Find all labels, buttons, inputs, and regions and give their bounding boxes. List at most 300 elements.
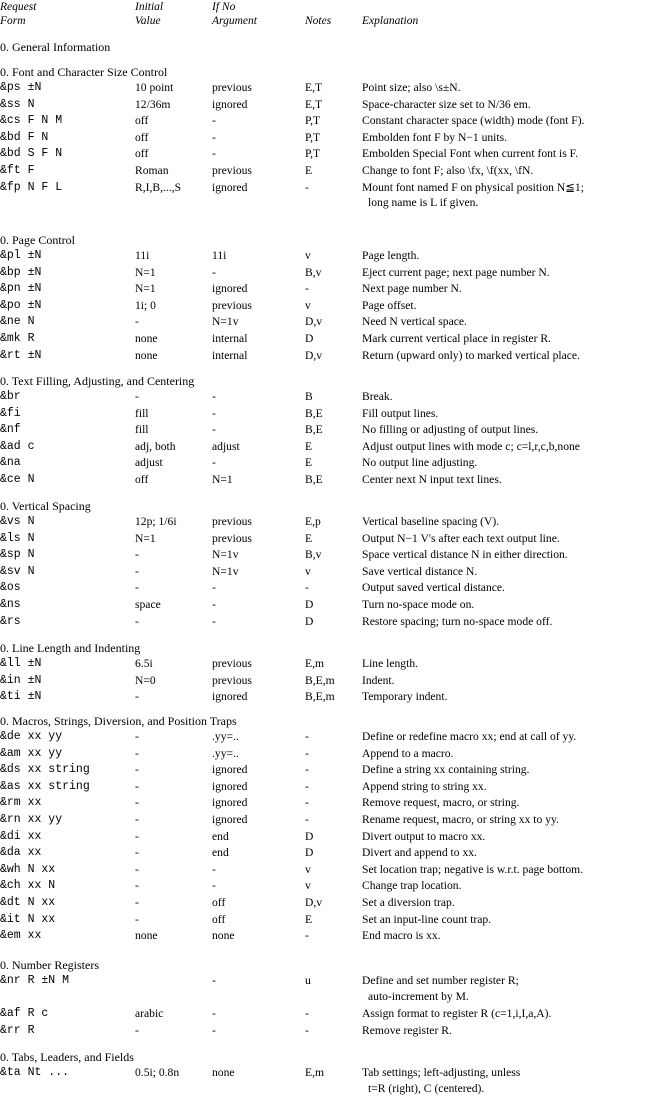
table-row <box>0 673 658 689</box>
initial-value-cell: N=0 <box>135 673 156 687</box>
explanation-cell: Turn no-space mode on. <box>362 598 475 611</box>
notes-cell: u <box>305 974 311 987</box>
if-no-argument-cell: none <box>212 929 235 943</box>
initial-value-cell: none <box>135 348 158 362</box>
table-row <box>0 564 658 580</box>
request-form-cell: &bd S F N <box>0 147 63 161</box>
notes-cell: B,E,m <box>305 673 335 687</box>
request-form-cell: &mk R <box>0 332 35 345</box>
notes-cell: v <box>305 862 311 876</box>
initial-value-cell: - <box>135 581 139 595</box>
notes-cell: v <box>305 564 311 578</box>
initial-value-cell: - <box>135 614 139 628</box>
if-no-argument-cell: - <box>212 614 216 628</box>
section-title: 0. Tabs, Leaders, and Fields <box>0 1050 134 1064</box>
request-form-cell: &ll ±N <box>0 657 42 670</box>
request-form-cell: &in ±N <box>0 673 42 687</box>
notes-cell: D <box>305 598 314 611</box>
if-no-argument-cell: - <box>212 130 216 144</box>
if-no-argument-cell: previous <box>212 657 252 670</box>
table-row <box>0 113 658 129</box>
notes-cell: D <box>305 846 314 860</box>
initial-value-cell: none <box>135 929 158 943</box>
explanation-cell: Define a string xx containing string. <box>362 763 530 777</box>
if-no-argument-cell: N=1v <box>212 564 239 578</box>
initial-value-cell: - <box>135 746 139 760</box>
notes-cell: E,T <box>305 81 323 94</box>
notes-cell: - <box>305 581 309 595</box>
if-no-argument-cell: previous <box>212 298 252 312</box>
section-title: 0. General Information <box>0 40 111 54</box>
explanation-cell: Return (upward only) to marked vertical place. <box>362 348 580 362</box>
if-no-argument-cell: ignored <box>212 282 248 296</box>
table-row <box>0 298 658 314</box>
notes-cell: D <box>305 332 314 345</box>
table-row <box>0 1023 658 1039</box>
table-row <box>0 389 658 405</box>
initial-value-cell: arabic <box>135 1007 164 1021</box>
explanation-cell: Page offset. <box>362 298 417 312</box>
request-form-cell: &di xx <box>0 829 42 843</box>
if-no-argument-cell: - <box>212 581 216 595</box>
if-no-argument-cell: 11i <box>212 249 227 262</box>
table-row <box>0 580 658 596</box>
table-row <box>0 656 658 672</box>
initial-value-cell: - <box>135 390 139 403</box>
table-row <box>0 878 658 894</box>
explanation-cell: Define or redefine macro xx; end at call of yy. <box>362 730 577 743</box>
explanation-cell: Need N vertical space. <box>362 315 467 329</box>
section-title: 0. Line Length and Indenting <box>0 641 141 655</box>
if-no-argument-cell: - <box>212 114 216 128</box>
if-no-argument-cell: - <box>212 879 216 893</box>
table-row <box>0 812 658 828</box>
request-form-cell: &sv N <box>0 564 35 578</box>
explanation-cell: Break. <box>362 390 393 403</box>
explanation-cell: No filling or adjusting of output lines. <box>362 423 539 437</box>
explanation-cell: Set an input-line count trap. <box>362 912 492 926</box>
explanation-cell: Center next N input text lines. <box>362 473 502 486</box>
request-form-cell: &ad c <box>0 439 35 453</box>
table-row <box>0 80 658 96</box>
if-no-argument-cell: internal <box>212 332 248 345</box>
initial-value-cell: adjust <box>135 456 163 470</box>
if-no-argument-cell: previous <box>212 515 252 528</box>
if-no-argument-cell: previous <box>212 81 252 94</box>
notes-cell: B,v <box>305 265 322 279</box>
request-form-cell: &ps ±N <box>0 81 42 94</box>
explanation-cell: Divert output to macro xx. <box>362 829 486 843</box>
explanation-cell: Embolden Special Font when current font is F. <box>362 147 579 161</box>
table-row <box>0 455 658 471</box>
initial-value-cell: - <box>135 564 139 578</box>
table-row <box>0 531 658 547</box>
initial-value-cell: - <box>135 896 139 909</box>
section-title: 0. Text Filling, Adjusting, and Centering <box>0 374 195 388</box>
explanation-cell: Output N−1 V's after each text output line. <box>362 531 560 545</box>
request-form-cell: &vs N <box>0 515 35 528</box>
table-row <box>0 614 658 630</box>
request-form-cell: &wh N xx <box>0 862 56 876</box>
initial-value-cell: off <box>135 473 149 486</box>
table-row <box>0 130 658 146</box>
initial-value-cell: off <box>135 130 149 144</box>
if-no-argument-cell: - <box>212 598 216 611</box>
table-row <box>0 1065 658 1081</box>
table-row <box>0 248 658 264</box>
if-no-argument-cell: - <box>212 974 216 987</box>
initial-value-cell: adj, both <box>135 439 176 453</box>
request-form-cell: &as xx string <box>0 779 90 793</box>
header-line <box>362 0 418 14</box>
if-no-argument-cell: - <box>212 862 216 876</box>
if-no-argument-cell: ignored <box>212 763 248 777</box>
request-form-cell: &ta Nt ... <box>0 1066 70 1079</box>
table-row <box>0 281 658 297</box>
notes-cell: - <box>305 1007 309 1021</box>
notes-cell: E,m <box>305 1066 324 1079</box>
initial-value-cell: 1i; 0 <box>135 298 156 312</box>
if-no-argument-cell: .yy=.. <box>212 730 239 743</box>
explanation-cell: Line length. <box>362 657 419 670</box>
notes-cell: B,E <box>305 406 323 420</box>
request-form-cell: &pl ±N <box>0 249 42 262</box>
if-no-argument-cell: .yy=.. <box>212 746 239 760</box>
notes-cell: P,T <box>305 130 321 144</box>
explanation-cell: Append to a macro. <box>362 746 454 760</box>
initial-value-cell: - <box>135 779 139 793</box>
notes-cell: B <box>305 390 313 403</box>
initial-value-cell: N=1 <box>135 282 156 296</box>
explanation-cell: Restore spacing; turn no-space mode off. <box>362 614 553 628</box>
request-form-cell: &dt N xx <box>0 896 56 909</box>
explanation-cell: Change trap location. <box>362 879 462 893</box>
table-row <box>0 729 658 745</box>
table-row <box>0 795 658 811</box>
explanation-continuation: auto-increment by M. <box>368 989 469 1003</box>
section-title: 0. Font and Character Size Control <box>0 65 168 79</box>
initial-value-cell: R,I,B,...,S <box>135 180 182 194</box>
if-no-argument-cell: ignored <box>212 813 248 826</box>
initial-value-cell: N=1 <box>135 531 156 545</box>
table-row <box>0 439 658 455</box>
notes-cell: - <box>305 813 309 826</box>
if-no-argument-cell: end <box>212 829 229 843</box>
if-no-argument-cell: previous <box>212 673 252 687</box>
if-no-argument-cell: internal <box>212 348 248 362</box>
notes-cell: - <box>305 763 309 777</box>
initial-value-cell: fill <box>135 423 149 437</box>
table-row <box>0 180 658 196</box>
initial-value-cell: fill <box>135 406 149 420</box>
request-form-cell: &ns <box>0 598 21 611</box>
initial-value-cell: - <box>135 548 139 562</box>
explanation-cell: Embolden font F by N−1 units. <box>362 130 508 144</box>
table-row <box>0 762 658 778</box>
notes-cell: v <box>305 249 311 262</box>
initial-value-cell: off <box>135 147 149 161</box>
explanation-cell: Remove register R. <box>362 1023 452 1037</box>
request-form-cell: &ft F <box>0 164 35 177</box>
request-form-cell: &rr R <box>0 1023 35 1037</box>
table-row <box>0 689 658 705</box>
if-no-argument-cell: - <box>212 147 216 161</box>
initial-value-cell: - <box>135 763 139 777</box>
initial-value-cell: N=1 <box>135 265 156 279</box>
initial-value-cell: Roman <box>135 164 169 177</box>
explanation-cell: Vertical baseline spacing (V). <box>362 515 500 528</box>
explanation-cell: Page length. <box>362 249 420 262</box>
request-form-cell: &os <box>0 581 21 595</box>
notes-cell: D,v <box>305 348 323 362</box>
initial-value-cell: 12/36m <box>135 97 171 111</box>
if-no-argument-cell: adjust <box>212 439 240 453</box>
table-row <box>0 348 658 364</box>
if-no-argument-cell: - <box>212 390 216 403</box>
if-no-argument-cell: - <box>212 1007 216 1021</box>
explanation-cell: Constant character space (width) mode (font F). <box>362 114 585 128</box>
notes-cell: E <box>305 164 313 177</box>
explanation-cell: Space vertical distance N in either direction. <box>362 548 568 562</box>
explanation-cell: Mark current vertical place in register R. <box>362 332 551 345</box>
header-line: Argument <box>212 15 257 27</box>
explanation-cell: Define and set number register R; <box>362 974 519 987</box>
explanation-cell: Eject current page; next page number N. <box>362 265 550 279</box>
if-no-argument-cell: off <box>212 896 226 909</box>
table-row <box>0 422 658 438</box>
request-form-cell: &na <box>0 456 21 470</box>
if-no-argument-cell: previous <box>212 164 252 177</box>
notes-cell: B,E <box>305 473 323 486</box>
notes-cell: D <box>305 829 314 843</box>
header-notes <box>305 0 331 28</box>
header-initial-value <box>135 0 163 28</box>
section-title: 0. Page Control <box>0 233 75 247</box>
if-no-argument-cell: N=1 <box>212 473 233 486</box>
request-form-cell: &af R c <box>0 1007 49 1021</box>
request-form-cell: &fp N F L <box>0 180 63 194</box>
explanation-cell: Save vertical distance N. <box>362 564 478 578</box>
header-line: Request <box>0 1 37 13</box>
explanation-cell: Temporary indent. <box>362 690 448 704</box>
table-row <box>0 597 658 613</box>
notes-cell: D,v <box>305 315 323 329</box>
initial-value-cell: - <box>135 315 139 329</box>
explanation-cell: Divert and append to xx. <box>362 846 477 860</box>
notes-cell: B,E <box>305 423 323 437</box>
header-line <box>305 0 331 14</box>
if-no-argument-cell: ignored <box>212 779 248 793</box>
table-row <box>0 845 658 861</box>
if-no-argument-cell: previous <box>212 531 252 545</box>
header-line: If No <box>212 1 236 13</box>
request-form-cell: &rt ±N <box>0 348 42 362</box>
if-no-argument-cell: ignored <box>212 180 248 194</box>
explanation-cell: Indent. <box>362 673 395 687</box>
request-form-cell: &em xx <box>0 929 42 943</box>
notes-cell: - <box>305 730 309 743</box>
header-line: Explanation <box>362 15 419 27</box>
table-row <box>0 265 658 281</box>
initial-value-cell: - <box>135 690 139 704</box>
notes-cell: E,p <box>305 515 321 528</box>
initial-value-cell: - <box>135 813 139 826</box>
initial-value-cell: 0.5i; 0.8n <box>135 1066 180 1079</box>
notes-cell: P,T <box>305 114 321 128</box>
header-explanation <box>362 0 418 28</box>
explanation-cell: Rename request, macro, or string xx to yy. <box>362 813 559 826</box>
table-row <box>0 514 658 530</box>
request-form-cell: &fi <box>0 406 21 420</box>
request-form-cell: &rm xx <box>0 796 42 810</box>
explanation-cell: Mount font named F on physical position N≦1; <box>362 180 584 194</box>
request-form-cell: &po ±N <box>0 298 42 312</box>
request-form-cell: &ls N <box>0 531 35 545</box>
notes-cell: - <box>305 180 309 194</box>
initial-value-cell: - <box>135 1023 139 1037</box>
if-no-argument-cell: - <box>212 265 216 279</box>
explanation-cell: Point size; also \s±N. <box>362 81 461 94</box>
header-if-no-argument <box>212 0 257 28</box>
table-row <box>0 97 658 113</box>
explanation-cell: Output saved vertical distance. <box>362 581 505 595</box>
table-row <box>0 779 658 795</box>
request-form-cell: &da xx <box>0 846 42 860</box>
table-row <box>0 928 658 944</box>
table-row <box>0 862 658 878</box>
initial-value-cell: off <box>135 114 149 128</box>
table-row <box>0 829 658 845</box>
request-form-cell: &ch xx N <box>0 879 56 893</box>
table-row <box>0 472 658 488</box>
explanation-cell: Set a diversion trap. <box>362 896 455 909</box>
table-row <box>0 895 658 911</box>
initial-value-cell: 12p; 1/6i <box>135 515 177 528</box>
initial-value-cell: 10 point <box>135 81 174 94</box>
header-line: Form <box>0 15 26 27</box>
if-no-argument-cell: - <box>212 423 216 437</box>
explanation-cell: No output line adjusting. <box>362 456 478 470</box>
request-form-cell: &sp N <box>0 548 35 562</box>
explanation-cell: Change to font F; also \fx, \f(xx, \fN. <box>362 164 534 177</box>
notes-cell: E <box>305 456 313 470</box>
request-form-cell: &nr R ±N M <box>0 974 70 987</box>
initial-value-cell: - <box>135 912 139 926</box>
table-row <box>0 912 658 928</box>
request-form-cell: &bp ±N <box>0 265 42 279</box>
request-form-cell: &bd F N <box>0 130 49 144</box>
if-no-argument-cell: off <box>212 912 226 926</box>
notes-cell: E <box>305 439 313 453</box>
explanation-cell: Assign format to register R (c=1,i,I,a,A). <box>362 1007 552 1021</box>
explanation-cell: Set location trap; negative is w.r.t. page bottom. <box>362 862 584 876</box>
initial-value-cell: 6.5i <box>135 657 153 670</box>
request-form-cell: &cs F N M <box>0 114 63 128</box>
if-no-argument-cell: none <box>212 1066 235 1079</box>
notes-cell: - <box>305 796 309 810</box>
initial-value-cell: - <box>135 879 139 893</box>
header-request-form <box>0 0 36 28</box>
notes-cell: - <box>305 746 309 760</box>
if-no-argument-cell: N=1v <box>212 548 239 562</box>
notes-cell: E <box>305 912 313 926</box>
notes-cell: B,v <box>305 548 322 562</box>
request-form-cell: &nf <box>0 423 21 437</box>
explanation-continuation: long name is L if given. <box>368 196 479 210</box>
request-form-cell: &rn xx yy <box>0 813 63 826</box>
request-form-cell: &it N xx <box>0 912 56 926</box>
if-no-argument-cell: ignored <box>212 796 248 810</box>
table-row <box>0 146 658 162</box>
request-form-cell: &ne N <box>0 315 35 329</box>
request-form-cell: &ti ±N <box>0 690 42 704</box>
request-form-cell: &am xx yy <box>0 746 63 760</box>
table-row <box>0 331 658 347</box>
explanation-cell: Remove request, macro, or string. <box>362 796 520 810</box>
request-form-cell: &ce N <box>0 473 35 486</box>
initial-value-cell: - <box>135 862 139 876</box>
request-form-cell: &ss N <box>0 97 35 111</box>
if-no-argument-cell: ignored <box>212 97 248 111</box>
if-no-argument-cell: - <box>212 1023 216 1037</box>
explanation-cell: End macro is xx. <box>362 929 441 943</box>
request-form-cell: &de xx yy <box>0 730 63 743</box>
notes-cell: - <box>305 779 309 793</box>
explanation-cell: Next page number N. <box>362 282 462 296</box>
explanation-cell: Fill output lines. <box>362 406 439 420</box>
initial-value-cell: 11i <box>135 249 150 262</box>
notes-cell: B,E,m <box>305 690 335 704</box>
initial-value-cell: - <box>135 796 139 810</box>
header-line: Initial <box>135 1 164 13</box>
request-form-cell: &ds xx string <box>0 763 90 777</box>
explanation-cell: Append string to string xx. <box>362 779 487 793</box>
explanation-cell: Tab settings; left-adjusting, unless <box>362 1066 521 1079</box>
table-row <box>0 973 658 989</box>
notes-cell: P,T <box>305 147 321 161</box>
request-form-cell: &rs <box>0 614 21 628</box>
initial-value-cell: space <box>135 598 161 611</box>
if-no-argument-cell: - <box>212 406 216 420</box>
request-form-cell: &pn ±N <box>0 282 42 296</box>
notes-cell: D <box>305 614 314 628</box>
initial-value-cell: - <box>135 846 139 860</box>
notes-cell: E <box>305 531 313 545</box>
header-line: Value <box>135 15 161 27</box>
header-line: Notes <box>305 15 332 27</box>
section-title: 0. Vertical Spacing <box>0 499 91 513</box>
initial-value-cell: - <box>135 730 139 743</box>
request-form-cell: &br <box>0 390 21 403</box>
explanation-continuation: t=R (right), C (centered). <box>368 1081 485 1095</box>
explanation-cell: Adjust output lines with mode c; c=l,r,c,b,none <box>362 439 580 453</box>
table-row <box>0 406 658 422</box>
initial-value-cell: none <box>135 332 158 345</box>
explanation-cell: Space-character size set to N/36 em. <box>362 97 531 111</box>
table-row <box>0 547 658 563</box>
if-no-argument-cell: N=1v <box>212 315 239 329</box>
notes-cell: - <box>305 282 309 296</box>
table-row <box>0 1006 658 1022</box>
if-no-argument-cell: - <box>212 456 216 470</box>
initial-value-cell: - <box>135 829 139 843</box>
table-row <box>0 163 658 179</box>
section-title: 0. Macros, Strings, Diversion, and Position Traps <box>0 714 237 728</box>
notes-cell: E,T <box>305 97 323 111</box>
notes-cell: - <box>305 929 309 943</box>
notes-cell: E,m <box>305 657 324 670</box>
notes-cell: D,v <box>305 896 323 909</box>
